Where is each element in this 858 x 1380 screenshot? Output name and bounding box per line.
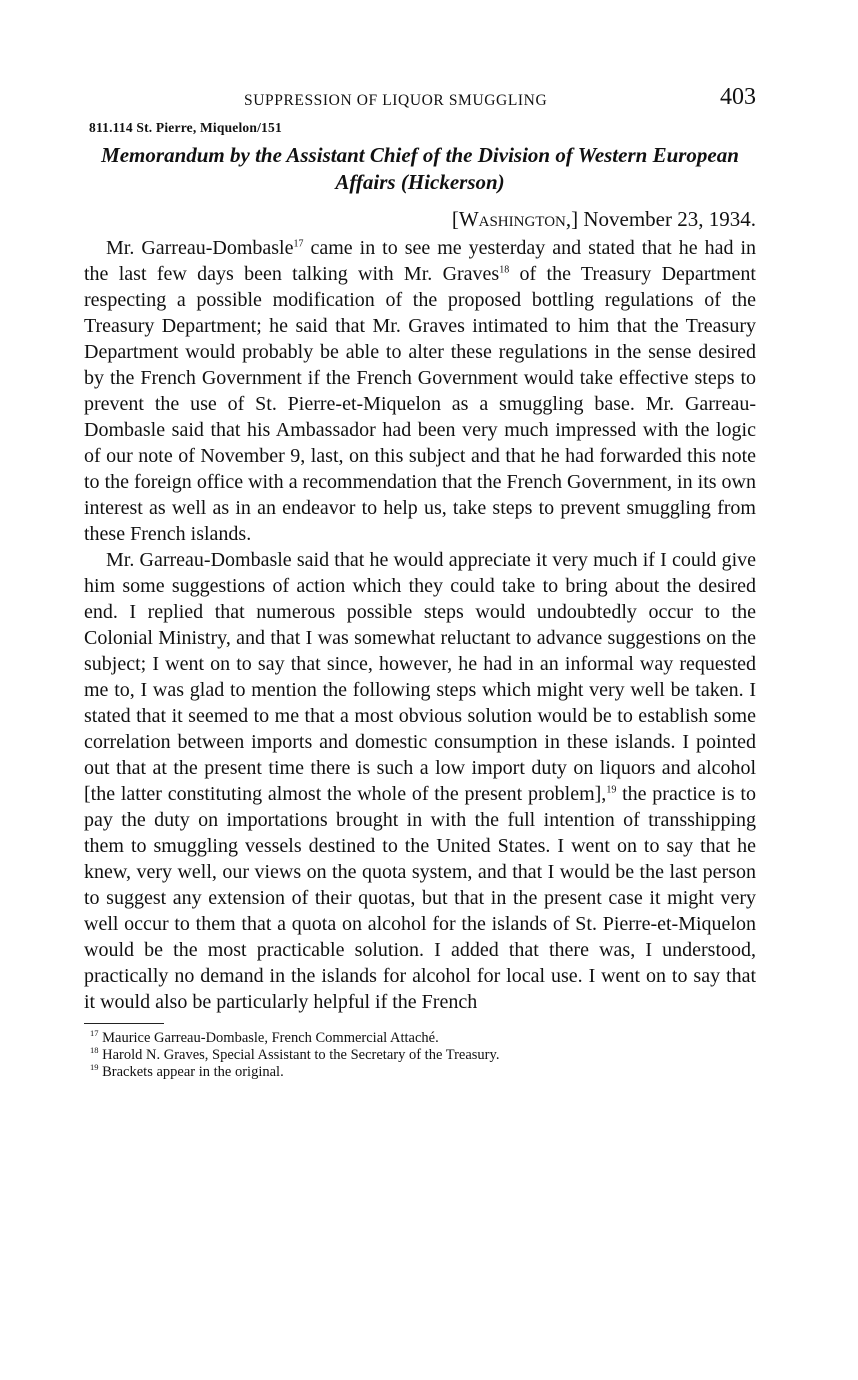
file-reference: 811.114 St. Pierre, Miquelon/151 [89,120,282,135]
dateline [84,207,756,232]
footnote-ref-18: 18 [499,264,510,276]
footnote-number: 17 [90,1028,99,1039]
paragraph-2 [84,547,756,1015]
document-title: Memorandum by the Assistant Chief of the Division of Western European Affairs (Hickerson) [101,143,739,194]
footnote-ref-19: 19 [606,784,617,796]
running-title: SUPPRESSION OF LIQUOR SMUGGLING [244,92,548,109]
footnote-text: Brackets appear in the original. [98,1064,284,1080]
dateline-date: November 23, 1934. [583,207,756,231]
dateline-open-bracket: [ [451,207,459,231]
paragraph-2-text-b: the practice is to pay the duty on importations brought in with the full intention of transshipping them to smuggling vessels destined to the United States. I went on to say that he knew, very well, our views on the quota system, and that I would be the last person to suggest any extension of their quotas, but that in the present case it might very well occur to them that a quota on alcohol for the islands of St. Pierre-et-Miquelon would be the most practicable solution. I added that there was, I understood, practically no demand in the islands for alcohol for local use. I went on to say that it would also be particularly helpful if the French [84,783,756,1013]
footnote-text: Maurice Garreau-Dombasle, French Commercial Attaché. [98,1030,439,1046]
page-number: 403 [720,84,756,110]
paragraph-1 [84,235,756,547]
footnote-number: 19 [90,1062,99,1073]
footnotes [84,1030,756,1081]
footnote-divider [84,1023,164,1024]
footnote-17 [84,1030,756,1047]
paragraph-1-text-c: of the Treasury Department respecting a possible modification of the proposed bottling regulations of the Treasury Department; he said that Mr. Graves intimated to him that the Treasury Department would probably be able to alter these regulations in the sense desired by the French Government if the French Government would take effective steps to prevent the use of St. Pierre-et-Miquelon as a smuggling base. Mr. Garreau-Dombasle said that his Ambassador had been very much impressed with the logic of our note of November 9, last, on this subject and that he had forwarded this note to the foreign office with a recommendation that the French Government, in its own interest as well as in an endeavor to help us, take steps to prevent smuggling from these French islands. [84,263,756,545]
document-page [84,80,756,1081]
footnote-text: Harold N. Graves, Special Assistant to the Secretary of the Treasury. [98,1047,500,1063]
dateline-place: Washington [458,207,566,231]
dateline-close-bracket: ,] [565,207,579,231]
paragraph-2-text-a: Mr. Garreau-Dombasle said that he would appreciate it very much if I could give him some suggestions of action which they could take to bring about the desired end. I replied that numerous possible steps would undoubtedly occur to the Colonial Ministry, and that I was somewhat reluctant to advance suggestions on the subject; I went on to say that since, however, he had in an informal way requested me to, I was glad to mention the following steps which might very well be taken. I stated that it seemed to me that a most obvious solution would be to establish some correlation between imports and domestic consumption in these islands. I pointed out that at the present time there is such a low import duty on liquors and alcohol [the latter constituting almost the whole of the present problem], [84,549,756,805]
footnote-19 [84,1064,756,1081]
footnote-ref-17: 17 [293,238,304,250]
paragraph-1-text-a: Mr. Garreau-Dombasle [106,237,294,259]
paragraph-1-text-b: came in to see me yesterday and stated that he had in the last few days been talking with Mr. Graves [84,237,756,285]
running-header [84,80,756,120]
footnote-number: 18 [90,1045,99,1056]
footnote-18 [84,1047,756,1064]
